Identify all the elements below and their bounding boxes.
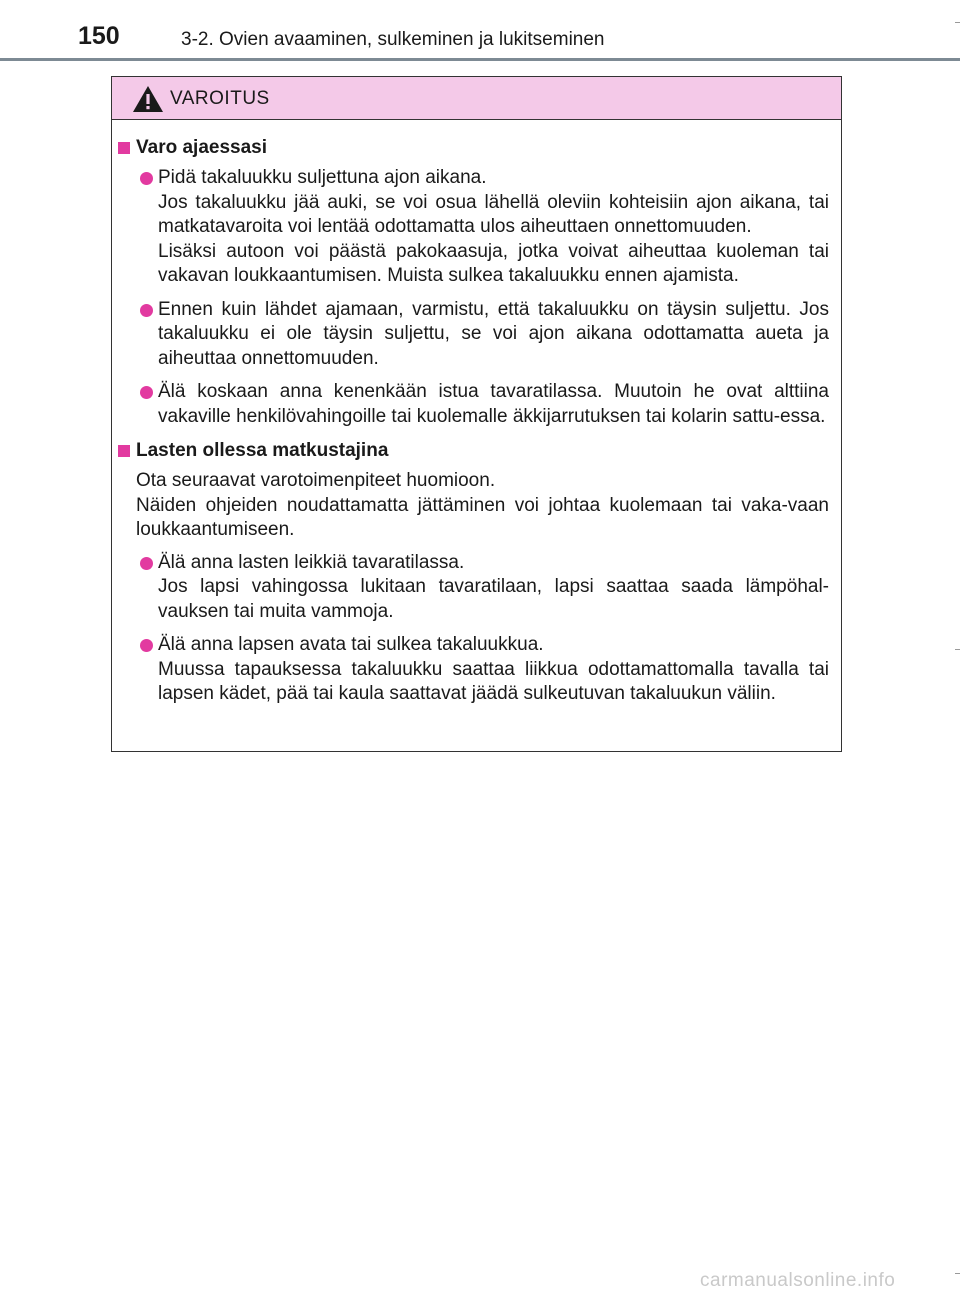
bullet-item bbox=[116, 551, 829, 625]
circle-bullet-icon bbox=[140, 386, 153, 399]
bullet-paragraph: Älä koskaan anna kenenkään istua tavaratilassa. Muutoin he ovat alttiina vakaville henkilövahingoille tai kuolemalle äkkijarrutuksen tai kolarin sattu-essa. bbox=[158, 381, 829, 427]
header-rule bbox=[0, 58, 960, 61]
warning-section bbox=[116, 438, 829, 707]
square-bullet-icon bbox=[118, 142, 130, 154]
circle-bullet-icon bbox=[140, 639, 153, 652]
bullet-paragraph: Pidä takaluukku suljettuna ajon aikana. bbox=[158, 167, 487, 188]
warning-box bbox=[111, 76, 842, 752]
section-intro bbox=[116, 469, 829, 543]
crop-mark bbox=[955, 649, 960, 650]
circle-bullet-icon bbox=[140, 172, 153, 185]
warning-section bbox=[116, 135, 829, 429]
intro-paragraph: Näiden ohjeiden noudattamatta jättäminen voi johtaa kuolemaan tai vaka-vaan loukkaantumiseen. bbox=[136, 494, 829, 540]
section-heading bbox=[116, 135, 829, 161]
bullet-paragraph: Jos lapsi vahingossa lukitaan tavaratilaan, lapsi saattaa saada lämpöhal-vauksen tai muita vammoja. bbox=[158, 576, 829, 622]
crop-mark bbox=[955, 1273, 960, 1274]
section-heading-text: Varo ajaessasi bbox=[136, 137, 267, 158]
warning-body bbox=[112, 120, 841, 707]
warning-title: VAROITUS bbox=[170, 88, 270, 109]
warning-header bbox=[112, 77, 841, 120]
warning-triangle-icon bbox=[132, 84, 164, 114]
square-bullet-icon bbox=[118, 445, 130, 457]
intro-paragraph: Ota seuraavat varotoimenpiteet huomioon. bbox=[136, 470, 496, 491]
section-title: 3-2. Ovien avaaminen, sulkeminen ja lukitseminen bbox=[181, 29, 605, 50]
circle-bullet-icon bbox=[140, 557, 153, 570]
bullet-paragraph: Älä anna lasten leikkiä tavaratilassa. bbox=[158, 551, 465, 573]
bullet-paragraph: Muussa tapauksessa takaluukku saattaa liikkua odottamattomalla tavalla tai lapsen kädet, pää tai kaula saattavat jäädä sulkeutuvan takaluukun väliin. bbox=[158, 658, 829, 704]
bullet-paragraph: Lisäksi autoon voi päästä pakokaasuja, jotka voivat aiheuttaa kuoleman tai vakavan loukkaantumisen. Muista sulkea takaluukku ennen ajamista. bbox=[158, 240, 829, 286]
section-heading-text: Lasten ollessa matkustajina bbox=[136, 440, 389, 461]
circle-bullet-icon bbox=[140, 304, 153, 317]
page-header bbox=[0, 0, 960, 62]
bullet-item bbox=[116, 380, 829, 429]
section-heading bbox=[116, 438, 829, 464]
bullet-item bbox=[116, 298, 829, 372]
watermark: carmanualsonline.info bbox=[700, 1270, 896, 1291]
bullet-paragraph: Ennen kuin lähdet ajamaan, varmistu, että takaluukku on täysin suljettu. Jos takaluukku ei ole täysin suljettu, se voi ajon aikana odottamatta aueta ja aiheuttaa onnettomuuden. bbox=[158, 298, 829, 369]
bullet-paragraph: Jos takaluukku jää auki, se voi osua lähellä oleviin kohteisiin ajon aikana, tai matkatavaroita voi lentää odottamatta ulos aiheuttaen onnettomuuden. bbox=[158, 191, 829, 237]
page-number: 150 bbox=[78, 22, 120, 50]
bullet-item bbox=[116, 633, 829, 707]
bullet-item bbox=[116, 166, 829, 289]
bullet-paragraph: Älä anna lapsen avata tai sulkea takaluukkua. bbox=[158, 634, 544, 655]
crop-mark bbox=[955, 22, 960, 23]
